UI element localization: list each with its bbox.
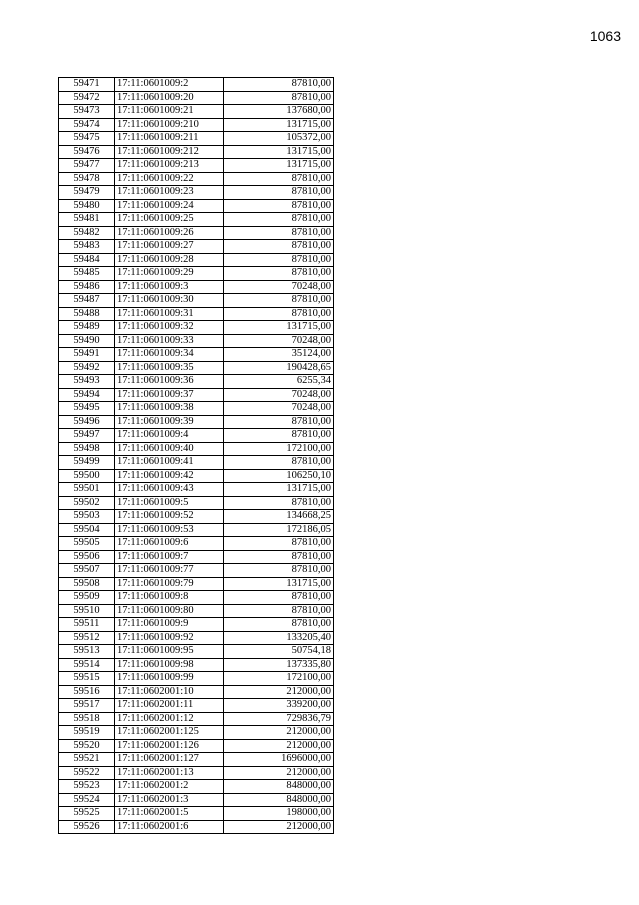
cadastral-number-cell: 17:11:0601009:52 xyxy=(115,510,224,524)
value-cell: 87810,00 xyxy=(224,307,334,321)
cadastral-number-cell: 17:11:0601009:210 xyxy=(115,118,224,132)
cadastral-number-cell: 17:11:0602001:10 xyxy=(115,685,224,699)
cadastral-number-cell: 17:11:0602001:2 xyxy=(115,780,224,794)
row-number-cell: 59504 xyxy=(59,523,115,537)
row-number-cell: 59497 xyxy=(59,429,115,443)
row-number-cell: 59525 xyxy=(59,807,115,821)
row-number-cell: 59493 xyxy=(59,375,115,389)
cadastral-number-cell: 17:11:0602001:5 xyxy=(115,807,224,821)
table-row xyxy=(59,523,334,537)
row-number-cell: 59516 xyxy=(59,685,115,699)
row-number-cell: 59509 xyxy=(59,591,115,605)
table-row xyxy=(59,712,334,726)
value-cell: 131715,00 xyxy=(224,321,334,335)
table-row xyxy=(59,348,334,362)
table-row xyxy=(59,132,334,146)
table-row xyxy=(59,267,334,281)
row-number-cell: 59480 xyxy=(59,199,115,213)
value-cell: 212000,00 xyxy=(224,685,334,699)
table-row xyxy=(59,361,334,375)
table-row xyxy=(59,172,334,186)
cadastral-number-cell: 17:11:0601009:26 xyxy=(115,226,224,240)
cadastral-number-cell: 17:11:0601009:92 xyxy=(115,631,224,645)
cadastral-number-cell: 17:11:0601009:32 xyxy=(115,321,224,335)
row-number-cell: 59478 xyxy=(59,172,115,186)
cadastral-number-cell: 17:11:0602001:126 xyxy=(115,739,224,753)
row-number-cell: 59494 xyxy=(59,388,115,402)
value-cell: 137680,00 xyxy=(224,105,334,119)
row-number-cell: 59512 xyxy=(59,631,115,645)
cadastral-number-cell: 17:11:0601009:95 xyxy=(115,645,224,659)
value-cell: 131715,00 xyxy=(224,145,334,159)
cadastral-number-cell: 17:11:0602001:12 xyxy=(115,712,224,726)
row-number-cell: 59499 xyxy=(59,456,115,470)
row-number-cell: 59476 xyxy=(59,145,115,159)
cadastral-number-cell: 17:11:0601009:7 xyxy=(115,550,224,564)
row-number-cell: 59492 xyxy=(59,361,115,375)
table-row xyxy=(59,604,334,618)
table-row xyxy=(59,159,334,173)
row-number-cell: 59484 xyxy=(59,253,115,267)
table-row xyxy=(59,510,334,524)
value-cell: 87810,00 xyxy=(224,456,334,470)
table-row xyxy=(59,442,334,456)
cadastral-number-cell: 17:11:0602001:127 xyxy=(115,753,224,767)
row-number-cell: 59471 xyxy=(59,78,115,92)
table-row xyxy=(59,456,334,470)
cadastral-number-cell: 17:11:0601009:41 xyxy=(115,456,224,470)
row-number-cell: 59477 xyxy=(59,159,115,173)
cadastral-number-cell: 17:11:0601009:39 xyxy=(115,415,224,429)
table-row xyxy=(59,145,334,159)
value-cell: 70248,00 xyxy=(224,388,334,402)
value-cell: 131715,00 xyxy=(224,118,334,132)
cadastral-number-cell: 17:11:0601009:77 xyxy=(115,564,224,578)
cadastral-number-cell: 17:11:0601009:9 xyxy=(115,618,224,632)
row-number-cell: 59503 xyxy=(59,510,115,524)
value-cell: 87810,00 xyxy=(224,415,334,429)
cadastral-number-cell: 17:11:0601009:28 xyxy=(115,253,224,267)
cadastral-number-cell: 17:11:0601009:53 xyxy=(115,523,224,537)
row-number-cell: 59507 xyxy=(59,564,115,578)
table-row xyxy=(59,375,334,389)
table-row xyxy=(59,618,334,632)
value-cell: 87810,00 xyxy=(224,91,334,105)
value-cell: 729836,79 xyxy=(224,712,334,726)
value-cell: 212000,00 xyxy=(224,820,334,834)
row-number-cell: 59511 xyxy=(59,618,115,632)
cadastral-number-cell: 17:11:0601009:79 xyxy=(115,577,224,591)
row-number-cell: 59505 xyxy=(59,537,115,551)
table-row xyxy=(59,402,334,416)
row-number-cell: 59487 xyxy=(59,294,115,308)
table-row xyxy=(59,753,334,767)
row-number-cell: 59485 xyxy=(59,267,115,281)
table-row xyxy=(59,672,334,686)
value-cell: 212000,00 xyxy=(224,766,334,780)
value-cell: 339200,00 xyxy=(224,699,334,713)
value-cell: 87810,00 xyxy=(224,564,334,578)
row-number-cell: 59474 xyxy=(59,118,115,132)
cadastral-number-cell: 17:11:0602001:125 xyxy=(115,726,224,740)
table-row xyxy=(59,739,334,753)
value-cell: 50754,18 xyxy=(224,645,334,659)
row-number-cell: 59515 xyxy=(59,672,115,686)
cadastral-number-cell: 17:11:0601009:212 xyxy=(115,145,224,159)
table-row xyxy=(59,253,334,267)
row-number-cell: 59508 xyxy=(59,577,115,591)
value-cell: 172100,00 xyxy=(224,672,334,686)
table-row xyxy=(59,240,334,254)
row-number-cell: 59523 xyxy=(59,780,115,794)
value-cell: 172186,05 xyxy=(224,523,334,537)
cadastral-number-cell: 17:11:0601009:211 xyxy=(115,132,224,146)
table-row xyxy=(59,226,334,240)
value-cell: 87810,00 xyxy=(224,199,334,213)
table-row xyxy=(59,564,334,578)
cadastral-number-cell: 17:11:0602001:6 xyxy=(115,820,224,834)
cadastral-number-cell: 17:11:0601009:99 xyxy=(115,672,224,686)
table-row xyxy=(59,577,334,591)
value-cell: 134668,25 xyxy=(224,510,334,524)
value-cell: 70248,00 xyxy=(224,280,334,294)
cadastral-number-cell: 17:11:0601009:213 xyxy=(115,159,224,173)
value-cell: 87810,00 xyxy=(224,550,334,564)
row-number-cell: 59483 xyxy=(59,240,115,254)
table-row xyxy=(59,388,334,402)
table-row xyxy=(59,658,334,672)
value-cell: 87810,00 xyxy=(224,226,334,240)
value-cell: 87810,00 xyxy=(224,537,334,551)
value-cell: 70248,00 xyxy=(224,334,334,348)
cadastral-number-cell: 17:11:0602001:13 xyxy=(115,766,224,780)
row-number-cell: 59520 xyxy=(59,739,115,753)
row-number-cell: 59473 xyxy=(59,105,115,119)
value-cell: 131715,00 xyxy=(224,577,334,591)
value-cell: 848000,00 xyxy=(224,780,334,794)
table-row xyxy=(59,496,334,510)
table-row xyxy=(59,726,334,740)
value-cell: 87810,00 xyxy=(224,78,334,92)
cadastral-number-cell: 17:11:0601009:37 xyxy=(115,388,224,402)
table-row xyxy=(59,699,334,713)
value-cell: 190428,65 xyxy=(224,361,334,375)
cadastral-number-cell: 17:11:0601009:43 xyxy=(115,483,224,497)
page-number: 1063 xyxy=(589,28,621,44)
table-row xyxy=(59,780,334,794)
value-cell: 6255,34 xyxy=(224,375,334,389)
row-number-cell: 59518 xyxy=(59,712,115,726)
value-cell: 35124,00 xyxy=(224,348,334,362)
value-cell: 198000,00 xyxy=(224,807,334,821)
row-number-cell: 59486 xyxy=(59,280,115,294)
value-cell: 87810,00 xyxy=(224,253,334,267)
table-row xyxy=(59,645,334,659)
table-row xyxy=(59,334,334,348)
value-cell: 87810,00 xyxy=(224,186,334,200)
table-row xyxy=(59,766,334,780)
value-cell: 137335,80 xyxy=(224,658,334,672)
table-row xyxy=(59,307,334,321)
cadastral-number-cell: 17:11:0601009:20 xyxy=(115,91,224,105)
cadastral-number-cell: 17:11:0601009:80 xyxy=(115,604,224,618)
table-row xyxy=(59,685,334,699)
row-number-cell: 59495 xyxy=(59,402,115,416)
table-row xyxy=(59,321,334,335)
row-number-cell: 59510 xyxy=(59,604,115,618)
cadastral-number-cell: 17:11:0601009:30 xyxy=(115,294,224,308)
cadastral-number-cell: 17:11:0601009:33 xyxy=(115,334,224,348)
row-number-cell: 59522 xyxy=(59,766,115,780)
table-row xyxy=(59,280,334,294)
table-row xyxy=(59,105,334,119)
table-row xyxy=(59,537,334,551)
value-cell: 848000,00 xyxy=(224,793,334,807)
row-number-cell: 59517 xyxy=(59,699,115,713)
cadastral-number-cell: 17:11:0601009:40 xyxy=(115,442,224,456)
cadastral-number-cell: 17:11:0601009:5 xyxy=(115,496,224,510)
table-row xyxy=(59,807,334,821)
row-number-cell: 59490 xyxy=(59,334,115,348)
cadastral-number-cell: 17:11:0601009:34 xyxy=(115,348,224,362)
row-number-cell: 59475 xyxy=(59,132,115,146)
cadastral-number-cell: 17:11:0601009:3 xyxy=(115,280,224,294)
row-number-cell: 59472 xyxy=(59,91,115,105)
cadastral-number-cell: 17:11:0601009:6 xyxy=(115,537,224,551)
row-number-cell: 59514 xyxy=(59,658,115,672)
value-cell: 87810,00 xyxy=(224,213,334,227)
value-cell: 70248,00 xyxy=(224,402,334,416)
cadastral-number-cell: 17:11:0601009:31 xyxy=(115,307,224,321)
value-cell: 212000,00 xyxy=(224,726,334,740)
value-cell: 87810,00 xyxy=(224,496,334,510)
table-row xyxy=(59,186,334,200)
value-cell: 131715,00 xyxy=(224,159,334,173)
value-cell: 133205,40 xyxy=(224,631,334,645)
cadastral-number-cell: 17:11:0601009:23 xyxy=(115,186,224,200)
value-cell: 172100,00 xyxy=(224,442,334,456)
table-row xyxy=(59,550,334,564)
value-cell: 87810,00 xyxy=(224,240,334,254)
row-number-cell: 59524 xyxy=(59,793,115,807)
value-cell: 131715,00 xyxy=(224,483,334,497)
value-cell: 212000,00 xyxy=(224,739,334,753)
table-row xyxy=(59,483,334,497)
table-row xyxy=(59,118,334,132)
row-number-cell: 59502 xyxy=(59,496,115,510)
value-cell: 106250,10 xyxy=(224,469,334,483)
row-number-cell: 59491 xyxy=(59,348,115,362)
table-row xyxy=(59,415,334,429)
row-number-cell: 59500 xyxy=(59,469,115,483)
value-cell: 87810,00 xyxy=(224,604,334,618)
cadastral-number-cell: 17:11:0601009:98 xyxy=(115,658,224,672)
cadastral-number-cell: 17:11:0601009:22 xyxy=(115,172,224,186)
cadastral-number-cell: 17:11:0601009:21 xyxy=(115,105,224,119)
row-number-cell: 59489 xyxy=(59,321,115,335)
cadastral-number-cell: 17:11:0601009:8 xyxy=(115,591,224,605)
row-number-cell: 59501 xyxy=(59,483,115,497)
cadastral-value-table xyxy=(58,77,334,834)
row-number-cell: 59479 xyxy=(59,186,115,200)
row-number-cell: 59526 xyxy=(59,820,115,834)
cadastral-number-cell: 17:11:0601009:29 xyxy=(115,267,224,281)
value-cell: 87810,00 xyxy=(224,429,334,443)
cadastral-number-cell: 17:11:0602001:3 xyxy=(115,793,224,807)
row-number-cell: 59496 xyxy=(59,415,115,429)
value-cell: 1696000,00 xyxy=(224,753,334,767)
row-number-cell: 59519 xyxy=(59,726,115,740)
cadastral-number-cell: 17:11:0601009:25 xyxy=(115,213,224,227)
cadastral-number-cell: 17:11:0601009:2 xyxy=(115,78,224,92)
table-row xyxy=(59,591,334,605)
value-cell: 87810,00 xyxy=(224,294,334,308)
cadastral-number-cell: 17:11:0601009:24 xyxy=(115,199,224,213)
cadastral-number-cell: 17:11:0601009:35 xyxy=(115,361,224,375)
table-row xyxy=(59,91,334,105)
table-row xyxy=(59,78,334,92)
table-row xyxy=(59,294,334,308)
table-row xyxy=(59,199,334,213)
value-cell: 87810,00 xyxy=(224,172,334,186)
cadastral-number-cell: 17:11:0601009:42 xyxy=(115,469,224,483)
value-cell: 87810,00 xyxy=(224,267,334,281)
value-cell: 87810,00 xyxy=(224,591,334,605)
value-cell: 87810,00 xyxy=(224,618,334,632)
cadastral-number-cell: 17:11:0602001:11 xyxy=(115,699,224,713)
cadastral-number-cell: 17:11:0601009:4 xyxy=(115,429,224,443)
cadastral-number-cell: 17:11:0601009:27 xyxy=(115,240,224,254)
row-number-cell: 59513 xyxy=(59,645,115,659)
table-row xyxy=(59,213,334,227)
row-number-cell: 59481 xyxy=(59,213,115,227)
table-row xyxy=(59,793,334,807)
row-number-cell: 59521 xyxy=(59,753,115,767)
table-row xyxy=(59,820,334,834)
row-number-cell: 59498 xyxy=(59,442,115,456)
cadastral-number-cell: 17:11:0601009:38 xyxy=(115,402,224,416)
cadastral-number-cell: 17:11:0601009:36 xyxy=(115,375,224,389)
table-row xyxy=(59,469,334,483)
value-cell: 105372,00 xyxy=(224,132,334,146)
row-number-cell: 59506 xyxy=(59,550,115,564)
row-number-cell: 59482 xyxy=(59,226,115,240)
table-body xyxy=(59,78,334,834)
row-number-cell: 59488 xyxy=(59,307,115,321)
table-row xyxy=(59,631,334,645)
table-row xyxy=(59,429,334,443)
